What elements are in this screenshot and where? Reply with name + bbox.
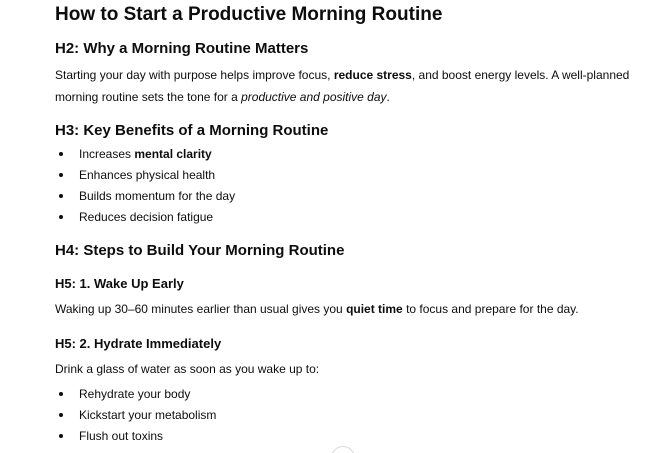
hydrate-list (55, 385, 216, 448)
bold-text: mental clarity (134, 147, 212, 161)
list-item (55, 385, 216, 406)
bullet-icon (59, 413, 63, 417)
bullet-icon (59, 392, 63, 396)
heading-why-morning-routine: H2: Why a Morning Routine Matters (55, 40, 309, 57)
list-item (55, 208, 235, 229)
bold-text: reduce stress (333, 68, 412, 82)
list-item (55, 427, 216, 448)
heading-steps: H4: Steps to Build Your Morning Routine (55, 242, 345, 259)
paragraph-wake-up-early (55, 298, 640, 320)
list-item-text: Increases (79, 147, 135, 161)
bullet-icon (59, 434, 63, 438)
text-span: to focus and prepare for the day. (402, 302, 579, 316)
heading-step-hydrate: H5: 2. Hydrate Immediately (55, 336, 222, 351)
bullet-icon (59, 215, 63, 219)
heading-step-wake-up-early: H5: 1. Wake Up Early (55, 276, 184, 291)
list-item-text: Flush out toxins (79, 429, 164, 443)
bold-text: quiet time (346, 302, 403, 316)
benefits-list (55, 145, 235, 229)
list-item (55, 166, 235, 187)
paragraph-hydrate-intro: Drink a glass of water as soon as you wake up to: (55, 362, 320, 376)
text-span: , and boost energy levels. A well-planned morning routine sets the tone for a (55, 68, 630, 104)
bullet-icon (59, 152, 63, 156)
list-item (55, 187, 235, 208)
scroll-down-button[interactable] (331, 446, 355, 453)
paragraph-why-morning-routine (55, 64, 640, 108)
list-item (55, 406, 216, 427)
bullet-icon (59, 194, 63, 198)
list-item-text: Enhances physical health (79, 168, 216, 182)
heading-key-benefits: H3: Key Benefits of a Morning Routine (55, 122, 329, 139)
list-item-text: Rehydrate your body (79, 387, 191, 401)
list-item-text: Builds momentum for the day (79, 189, 236, 203)
text-span: . (386, 90, 390, 104)
list-item-text: Kickstart your metabolism (79, 408, 217, 422)
text-span: Starting your day with purpose helps improve focus, (55, 68, 334, 82)
italic-text: productive and positive day (241, 90, 387, 104)
list-item-text: Reduces decision fatigue (79, 210, 214, 224)
bullet-icon (59, 173, 63, 177)
page-title: How to Start a Productive Morning Routine (55, 4, 443, 25)
list-item (55, 145, 235, 166)
text-span: Waking up 30–60 minutes earlier than usual gives you (55, 302, 347, 316)
